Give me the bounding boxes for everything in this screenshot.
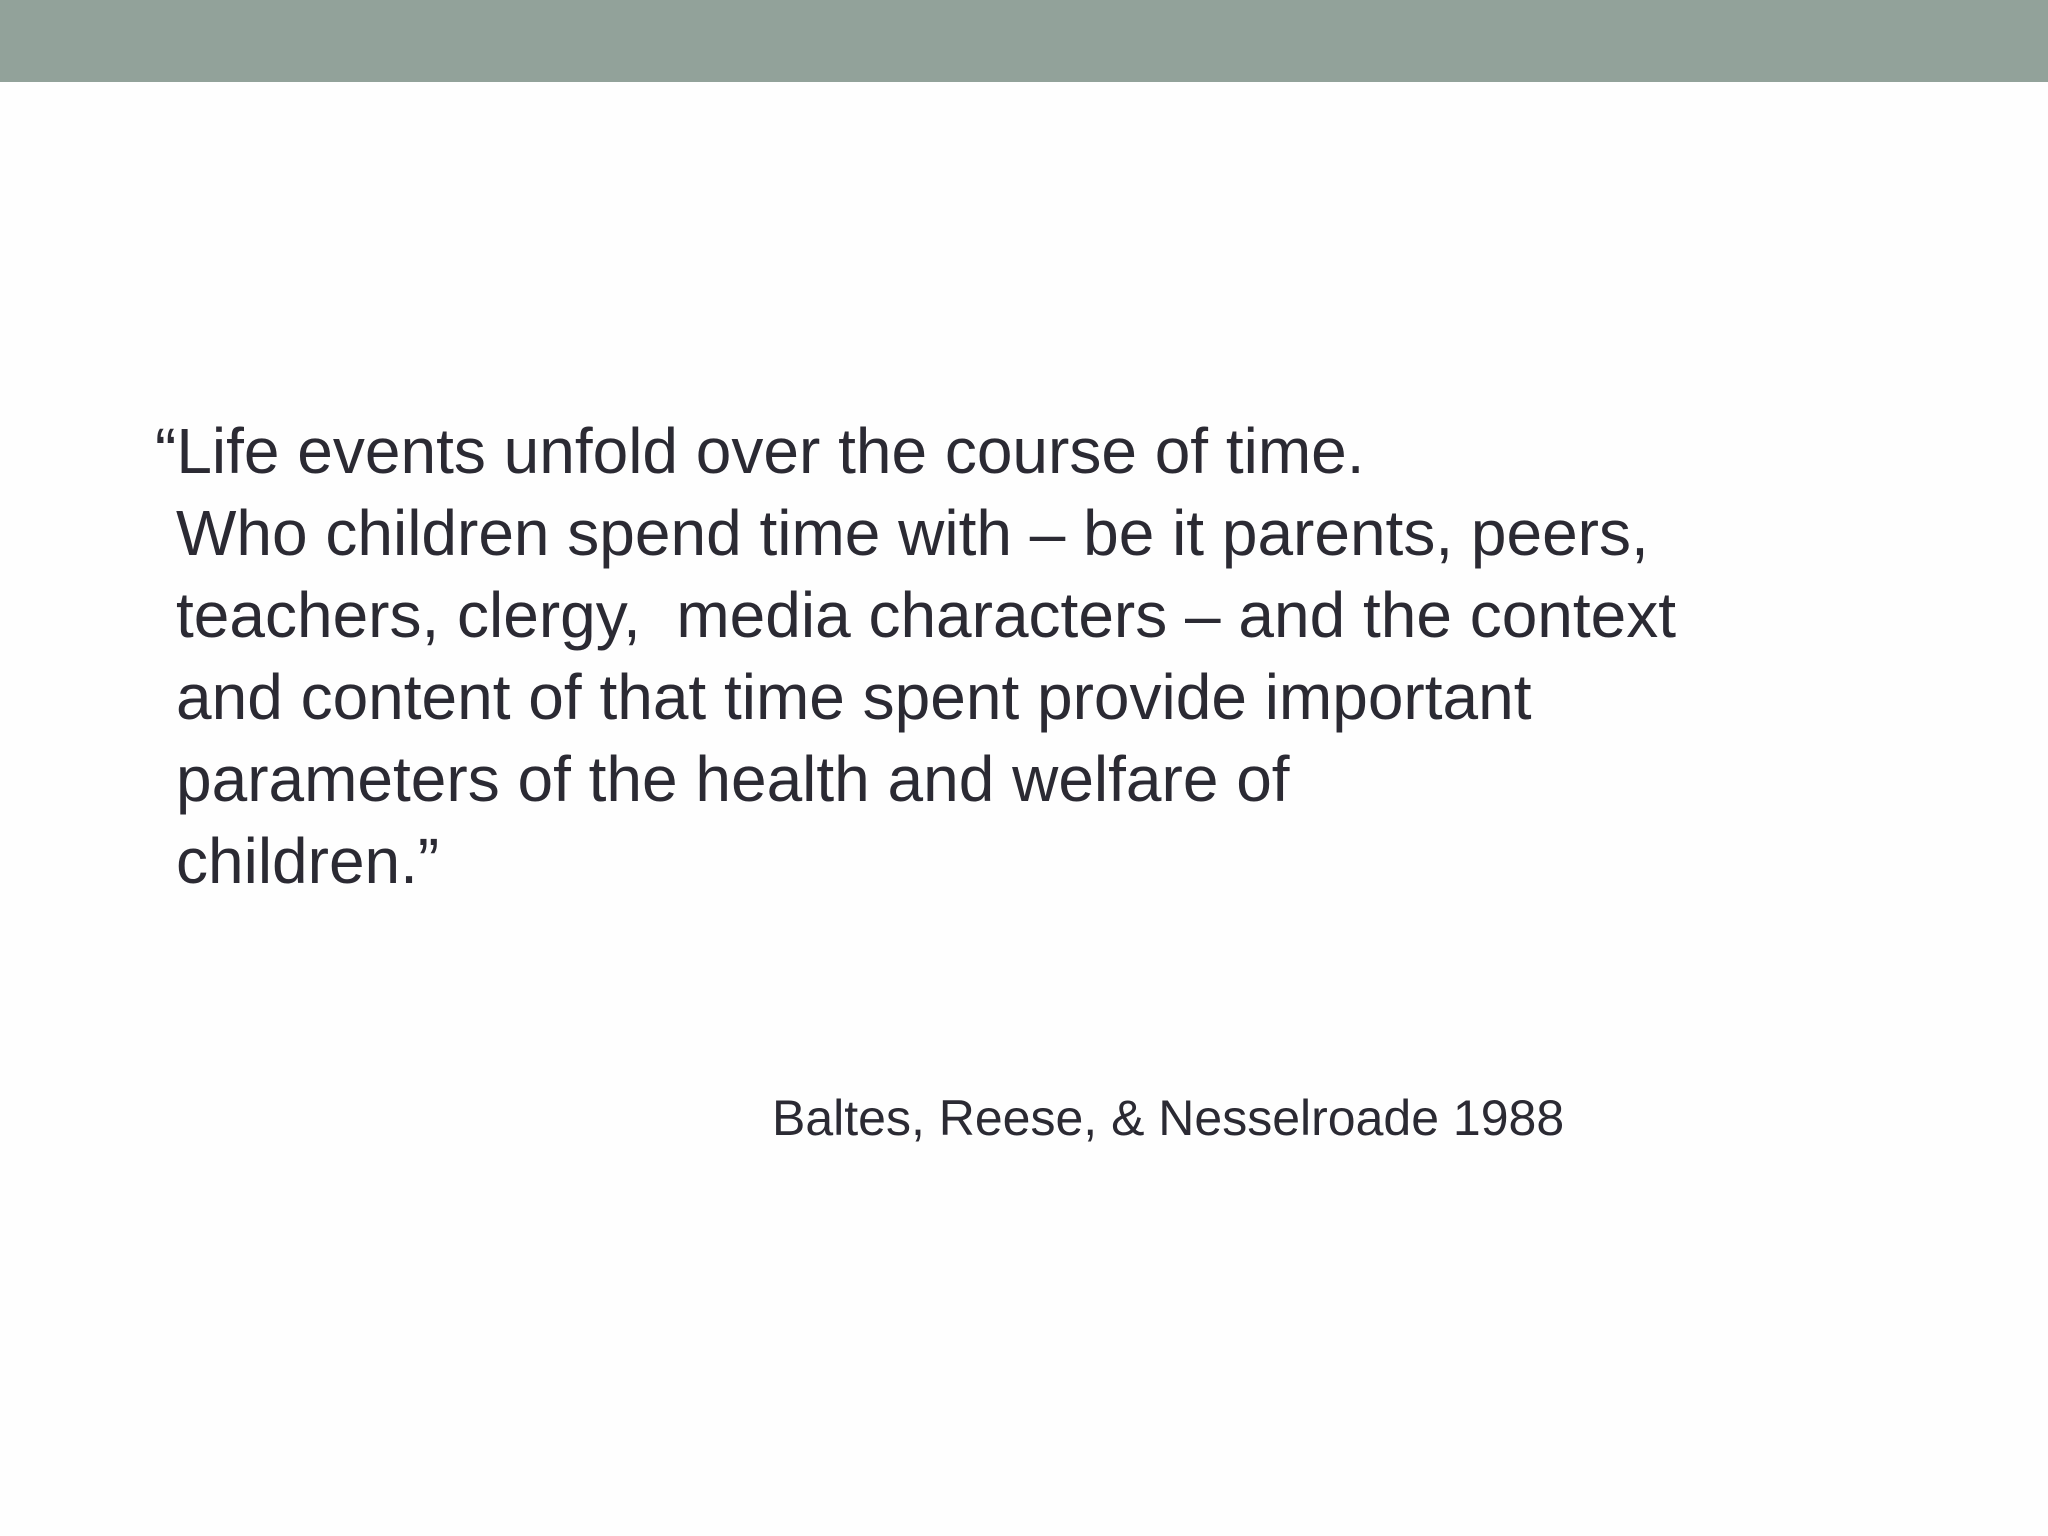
quote-line: parameters of the health and welfare of: [176, 743, 1290, 815]
quote-line: teachers, clergy, media characters – and the context: [176, 579, 1677, 651]
header-band: [0, 0, 2048, 82]
quote-line: Who children spend time with – be it parents, peers,: [176, 497, 1649, 569]
quote-line: and content of that time spent provide important: [176, 661, 1532, 733]
citation: Baltes, Reese, & Nesselroade 1988: [772, 1090, 1565, 1146]
quote-line: children.”: [176, 825, 440, 897]
quote-block: [155, 410, 1955, 902]
quote-line: “Life events unfold over the course of time.: [155, 415, 1365, 487]
